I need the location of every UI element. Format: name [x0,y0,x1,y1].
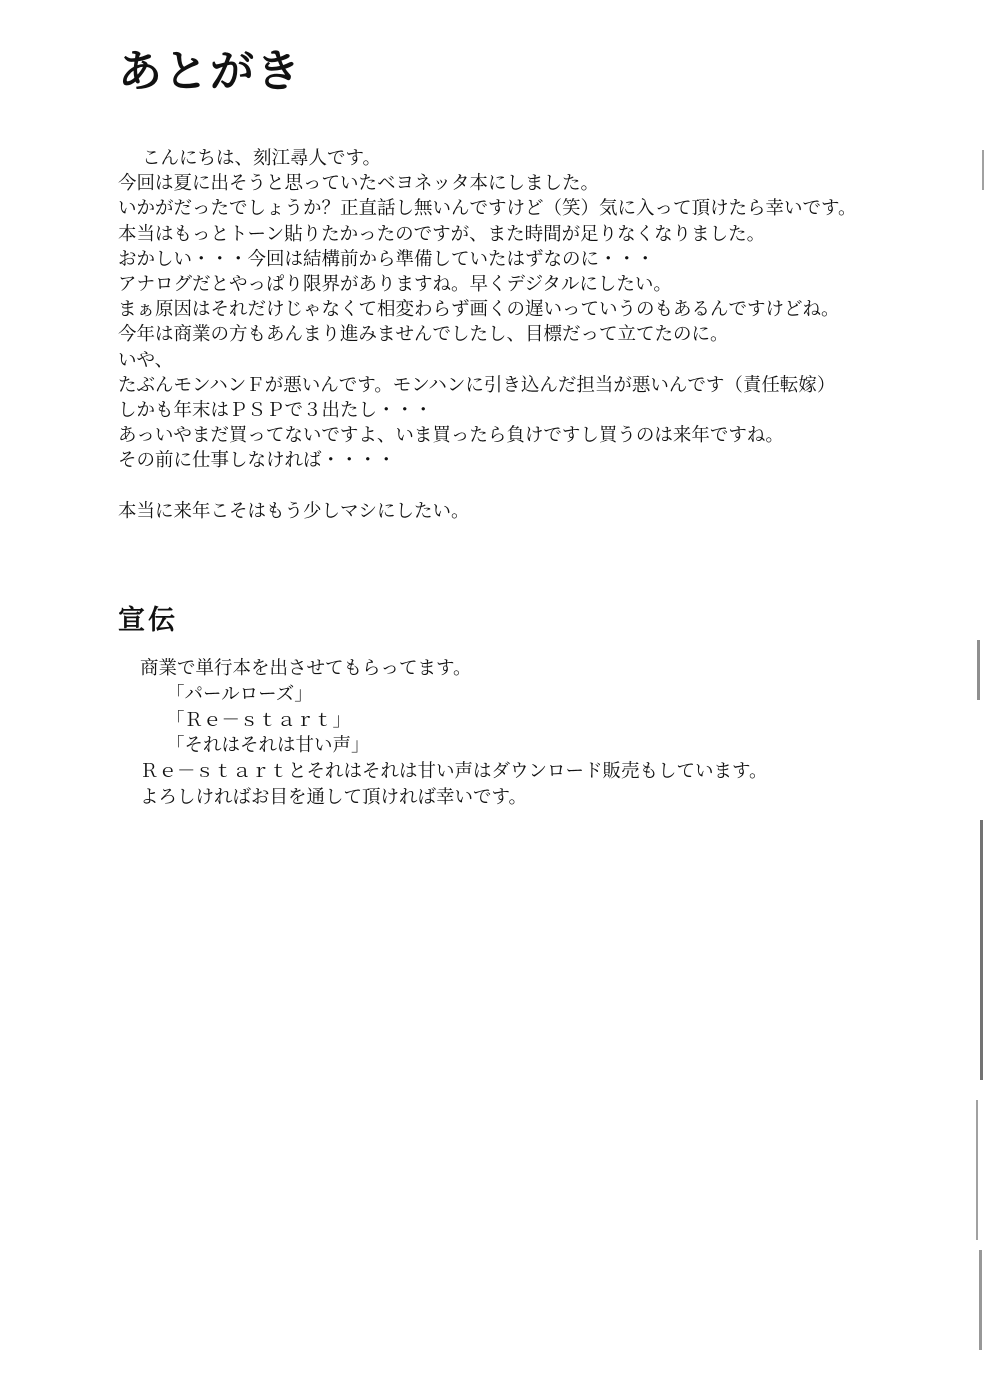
promo-body [140,656,920,811]
scan-edge-artifact [964,0,986,1400]
afterword-line: こんにちは、刻江尋人です。 [142,148,382,169]
book-title: 「Ｒｅ－ｓｔａｒｔ」 [166,709,352,731]
afterword-body [118,146,948,524]
promo-intro: 商業で単行本を出させてもらってます。 [140,658,472,679]
afterword-line: 今年は商業の方もあんまり進みませんでしたし、目標だって立てたのに。 [118,324,729,346]
book-title: 「それはそれは甘い声」 [166,735,370,757]
afterword-line: 今回は夏に出そうと思っていたベヨネッタ本にしました。 [118,173,600,195]
afterword-line: いや、 [118,349,174,371]
book-title: 「パールローズ」 [166,683,313,705]
afterword-line: たぶんモンハンＦが悪いんです。モンハンに引き込んだ担当が悪いんです（責任転嫁） [118,374,836,396]
afterword-line: いかがだったでしょうか？正直話し無いんですけど（笑）気に入って頂けたら幸いです。 [118,198,857,220]
closing-line: 本当に来年こそはもう少しマシにしたい。 [118,500,470,522]
afterword-line: しかも年末はＰＳＰで３出たし・・・ [118,399,433,421]
afterword-line: まぁ原因はそれだけじゃなくて相変わらず画くの遅いっていうのもあるんですけどね。 [118,299,840,321]
page-title: あとがき [118,46,302,97]
promo-closing: よろしければお目を通して頂ければ幸いです。 [140,786,528,808]
download-note: Ｒｅ－ｓｔａｒｔとそれはそれは甘い声はダウンロード販売もしています。 [140,761,768,783]
afterword-line: 本当はもっとトーン貼りたかったのですが、また時間が足りなくなりました。 [118,223,766,245]
afterword-line: おかしい・・・今回は結構前から準備していたはずなのに・・・ [118,248,655,270]
paragraph-gap [118,473,948,498]
afterword-line: あっいやまだ買ってないですよ、いま買ったら負けですし買うのは来年ですね。 [118,425,784,447]
promo-section-title: 宣伝 [118,605,178,636]
afterword-line: アナログだとやっぱり限界がありますね。早くデジタルにしたい。 [118,273,672,295]
afterword-line: その前に仕事しなければ・・・・ [118,450,396,472]
